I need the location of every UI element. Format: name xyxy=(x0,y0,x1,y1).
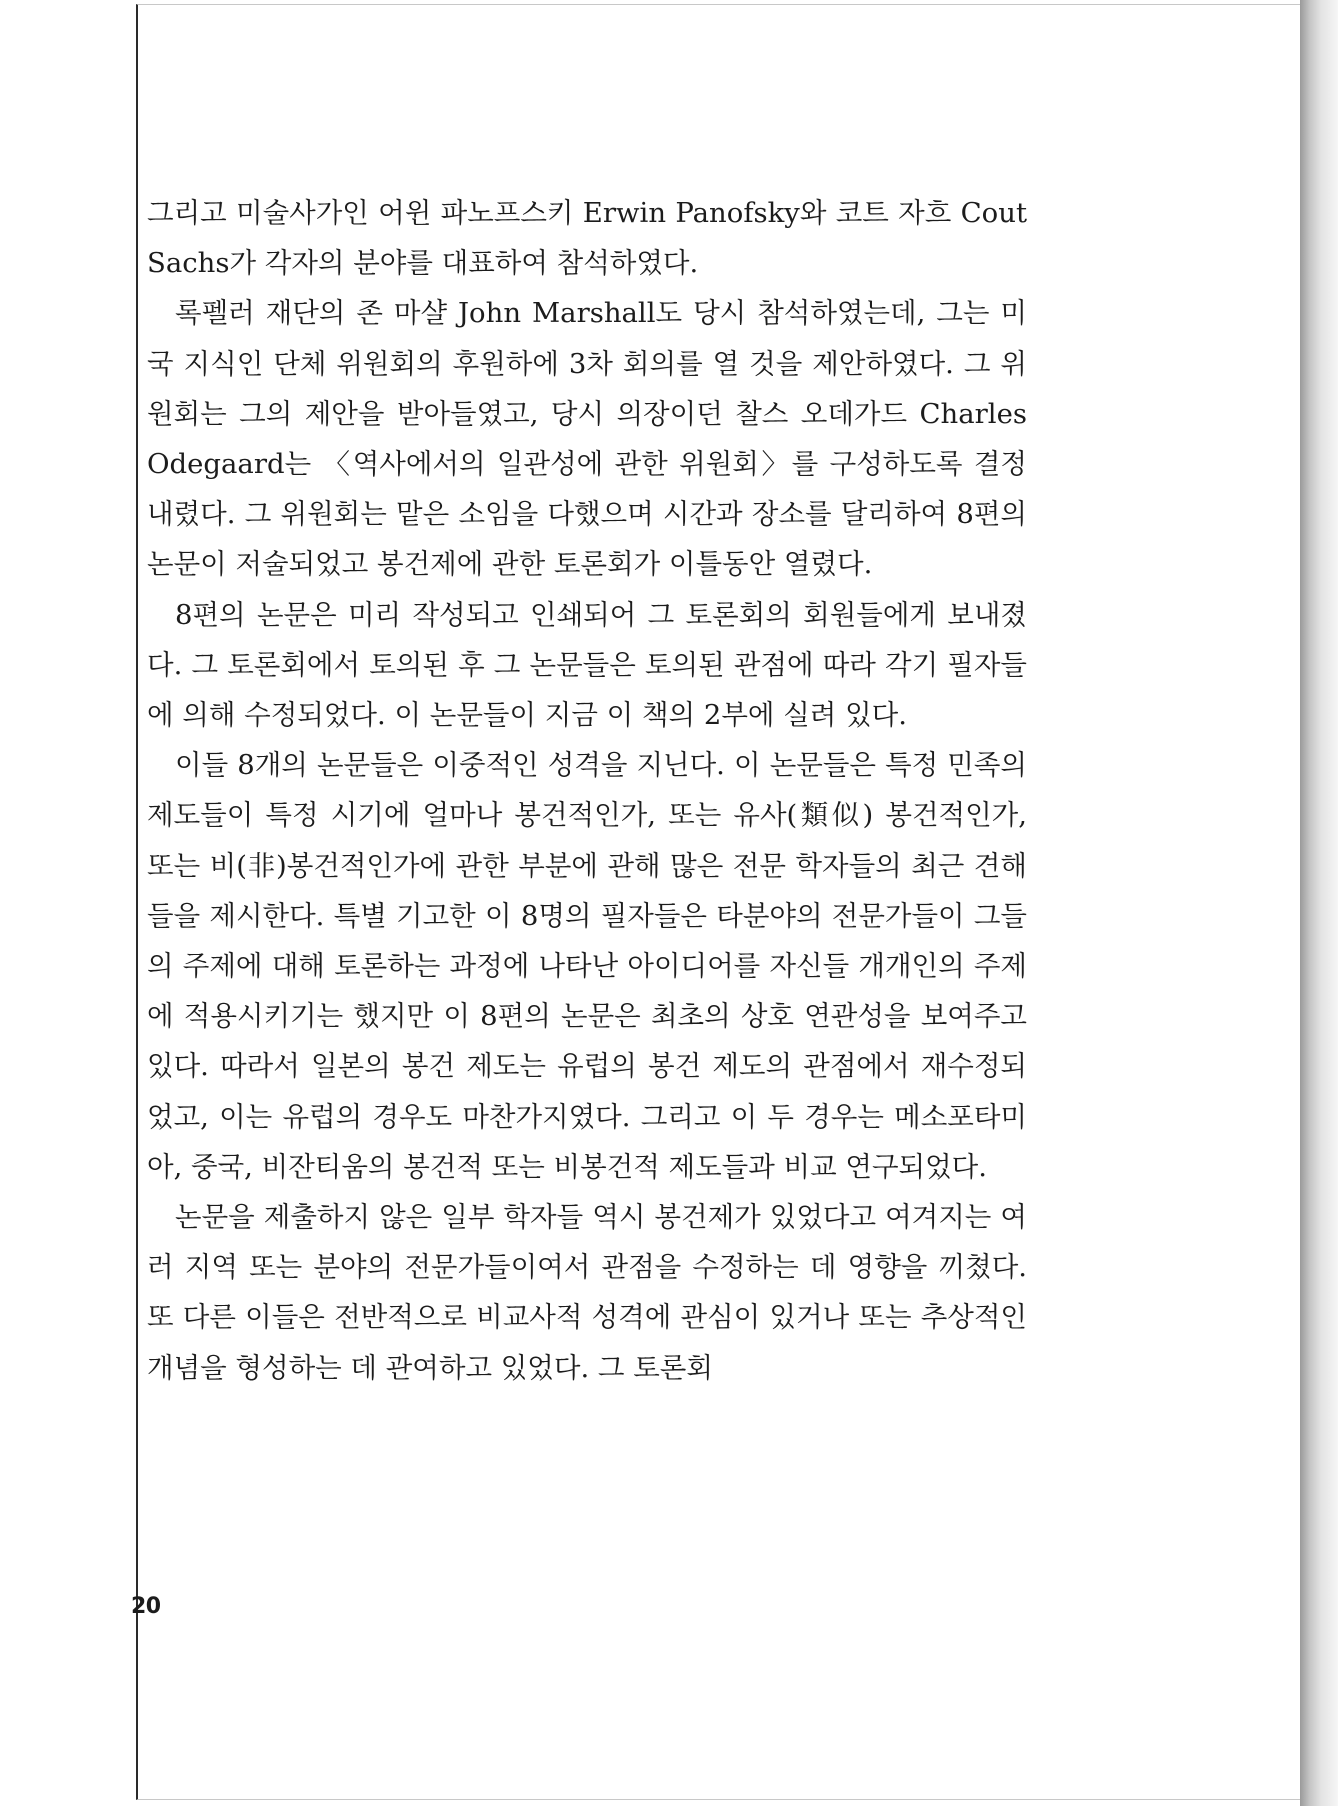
viewer-background xyxy=(0,0,136,1806)
page-number: 20 xyxy=(131,1594,161,1619)
paragraph-5: 논문을 제출하지 않은 일부 학자들 역시 봉건제가 있었다고 여겨지는 여러 지역 또는 분야의 전문가들이여서 관점을 수정하는 데 영향을 끼쳤다. 또 다른 이들은 전반적으로 비교사적 성격에 관심이 있거나 또는 추상적인 개념을 형성하는 데 관여하고 있었다. 그 토론회 xyxy=(147,1201,1028,1384)
paragraph-2: 록펠러 재단의 존 마샬 John Marshall도 당시 참석하였는데, 그는 미국 지식인 단체 위원회의 후원하에 3차 회의를 열 것을 제안하였다. 그 위원회는 그의 제안을 받아들였고, 당시 의장이던 찰스 오데가드 Charles Odegaard는 〈역사에서의 일관성에 관한 위원회〉를 구성하도록 결정내렸다. 그 위원회는 맡은 소임을 다했으며 시간과 장소를 달리하여 8편의 논문이 저술되었고 봉건제에 관한 토론회가 이틀동안 열렸다. xyxy=(147,297,1027,581)
paragraph-4: 이들 8개의 논문들은 이중적인 성격을 지닌다. 이 논문들은 특정 민족의 제도들이 특정 시기에 얼마나 봉건적인가, 또는 유사(類似) 봉건적인가, 또는 비(非)봉건적인가에 관한 부분에 관해 많은 전문 학자들의 최근 견해들을 제시한다. 특별 기고한 이 8명의 필자들은 타분야의 전문가들이 그들의 주제에 대해 토론하는 과정에 나타난 아이디어를 자신들 개개인의 주제에 적용시키기는 했지만 이 8편의 논문은 최초의 상호 연관성을 보여주고 있다. 따라서 일본의 봉건 제도는 유럽의 봉건 제도의 관점에서 재수정되었고, 이는 유럽의 경우도 마찬가지였다. 그리고 이 두 경우는 메소포타미아, 중국, 비잔티움의 봉건적 또는 비봉건적 제도들과 비교 연구되었다. xyxy=(147,749,1027,1183)
paragraph-1: 그리고 미술사가인 어윈 파노프스키 Erwin Panofsky와 코트 자흐 Cout Sachs가 각자의 분야를 대표하여 참석하였다. xyxy=(147,197,1027,280)
paragraph-3: 8편의 논문은 미리 작성되고 인쇄되어 그 토론회의 회원들에게 보내졌다. 그 토론회에서 토의된 후 그 논문들은 토의된 관점에 따라 각기 필자들에 의해 수정되었다. 이 논문들이 지금 이 책의 2부에 실려 있다. xyxy=(147,598,1027,732)
page-edge-shadow xyxy=(1300,0,1338,1806)
body-text xyxy=(147,188,1027,1393)
